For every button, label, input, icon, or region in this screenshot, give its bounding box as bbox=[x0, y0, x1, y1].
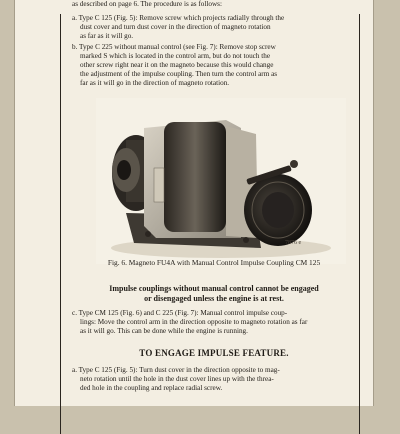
item-c-line-1: c. Type CM 125 (Fig. 6) and C 225 (Fig. 7): Manual control impulse coup- bbox=[72, 309, 288, 317]
item-a-line-2: dust cover and turn dust cover in the direction of magneto rotation bbox=[80, 23, 271, 31]
item-c-line-2: lings: Move the control arm in the direction opposite to magneto rotation as far bbox=[80, 318, 308, 326]
item-b-line-4: the adjustment of the impulse coupling. Then turn the control arm as bbox=[80, 70, 278, 78]
item-b-line-3: other screw right near it on the magneto because this would change bbox=[80, 61, 274, 69]
item-a-line-1: a. Type C 125 (Fig. 5): Remove screw which projects radially through the bbox=[72, 14, 285, 22]
magneto-photo bbox=[96, 98, 346, 264]
item-b-line-1: b. Type C 225 without manual control (see Fig. 7): Remove stop screw bbox=[72, 43, 276, 51]
item-a2-line-3: ded hole in the coupling and replace radial screw. bbox=[80, 384, 223, 392]
item-c-line-3: as it will go. This can be done while the engine is running. bbox=[80, 327, 248, 335]
item-a-line-3: as far as it will go. bbox=[80, 32, 134, 40]
photo-label: 7876 e bbox=[285, 240, 302, 246]
figure-caption: Fig. 6. Magneto FU4A with Manual Control Impulse Coupling CM 125 bbox=[107, 258, 321, 267]
warning-line-1: Impulse couplings without manual control cannot be engaged bbox=[109, 284, 319, 293]
magneto-illustration bbox=[96, 98, 346, 264]
item-a2-line-2: neto rotation until the hole in the dust cover lines up with the threa- bbox=[80, 375, 274, 383]
item-a2-line-1: a. Type C 125 (Fig. 5): Turn dust cover in the direction opposite to mag- bbox=[72, 366, 280, 374]
item-b-line-5: far as it will go in the direction of magneto rotation. bbox=[80, 79, 230, 87]
intro-line: as described on page 6. The procedure is as follows: bbox=[72, 0, 222, 8]
section-heading: TO ENGAGE IMPULSE FEATURE. bbox=[139, 348, 289, 358]
warning-line-2: or disengaged unless the engine is at rest. bbox=[144, 294, 284, 303]
item-b-line-2: marked S which is located in the control arm, but do not touch the bbox=[80, 52, 271, 60]
